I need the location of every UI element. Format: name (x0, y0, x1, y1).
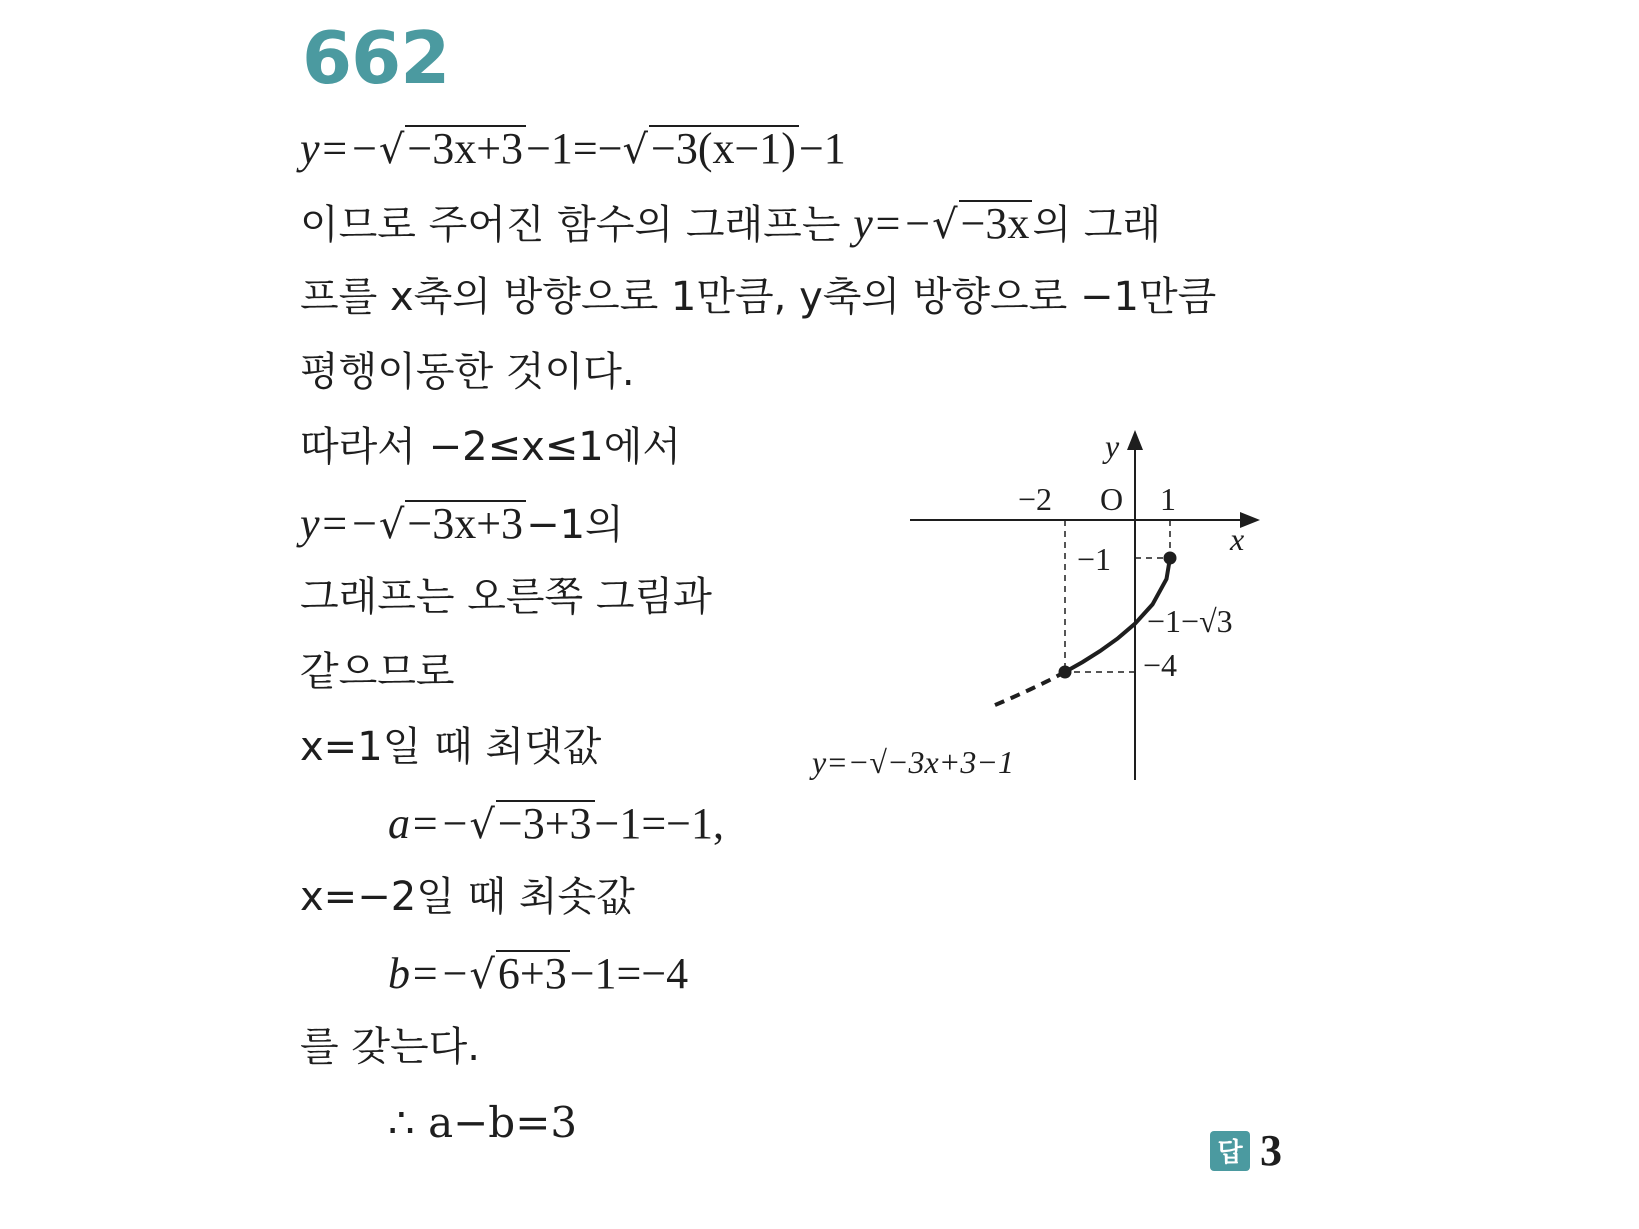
curve-dashed (995, 672, 1065, 705)
text-line-6: 그래프는 오른쪽 그림과 (300, 574, 712, 620)
p1-text-end: 의 그래 (1032, 202, 1162, 248)
y-tick-mid: −1−√3 (1147, 603, 1233, 639)
p11-radicand: 6+3 (496, 950, 570, 996)
eq1-mid: −1=− (526, 124, 623, 173)
sqrt-icon: √ (932, 202, 958, 248)
eq1-radicand-2: −3(x−1) (649, 125, 799, 171)
answer-value: 3 (1260, 1126, 1282, 1175)
eq1-left: y=− (300, 124, 379, 173)
eq1-radicand-1: −3x+3 (405, 125, 526, 171)
point-max (1164, 552, 1177, 565)
p1-radicand: −3x (959, 200, 1033, 246)
text-line-3: 평행이동한 것이다. (300, 349, 635, 395)
p1-text: 이므로 주어진 함수의 그래프는 (300, 202, 854, 248)
p11-end: −1=−4 (569, 949, 689, 998)
sqrt-icon: √ (378, 127, 405, 173)
y-tick-neg1: −1 (1077, 541, 1112, 577)
eq1-end: −1 (798, 124, 846, 173)
p9-eq: a=− (388, 799, 470, 848)
answer-badge: 답 (1210, 1131, 1250, 1171)
p5-radicand: −3x+3 (405, 500, 526, 546)
origin-label: O (1100, 481, 1124, 517)
sqrt-icon: √ (622, 127, 649, 173)
y-axis-label: y (1105, 428, 1120, 464)
point-min (1059, 666, 1072, 679)
p9-end: −1=−1, (594, 799, 724, 848)
text-line-4: 따라서 −2≤x≤1에서 (300, 424, 682, 470)
p9-radicand: −3+3 (496, 800, 595, 846)
sqrt-icon: √ (469, 802, 495, 848)
y-tick-neg4: −4 (1143, 647, 1178, 683)
p11-eq: b=− (388, 949, 470, 998)
p5-eq: y=− (300, 499, 379, 548)
p5-text: −1의 (526, 502, 624, 548)
x-axis-label: x (1230, 521, 1245, 557)
x-tick-1: 1 (1160, 481, 1176, 517)
p1-eq: y=− (853, 199, 933, 248)
sqrt-icon: √ (469, 952, 495, 998)
text-line-13: ∴ a−b=3 (388, 1098, 578, 1147)
sqrt-icon: √ (378, 502, 405, 548)
text-line-7: 같으므로 (300, 649, 455, 695)
problem-number: 662 (302, 16, 450, 100)
x-tick-neg2: −2 (1018, 481, 1053, 517)
text-line-10: x=−2일 때 최솟값 (300, 874, 635, 920)
text-line-8: x=1일 때 최댓값 (300, 724, 602, 770)
text-line-12: 를 갖는다. (300, 1024, 480, 1070)
text-line-2: 프를 x축의 방향으로 1만큼, y축의 방향으로 −1만큼 (300, 274, 1217, 320)
curve-label: y=−√−3x+3−1 (812, 744, 1014, 780)
